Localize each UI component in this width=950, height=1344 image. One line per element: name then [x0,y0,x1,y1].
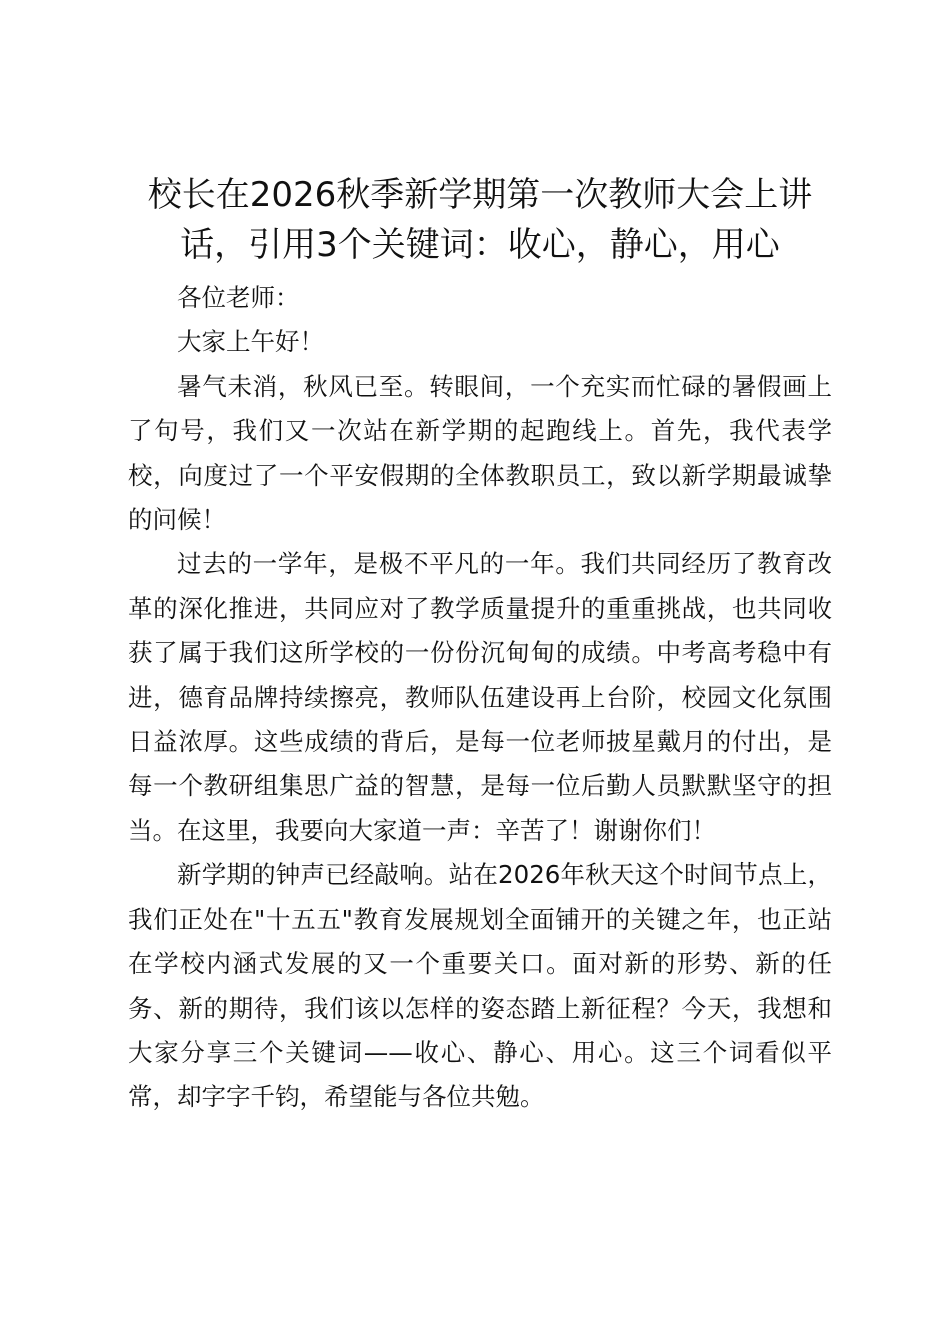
salutation: 各位老师： [177,283,300,312]
greeting: 大家上午好！ [177,327,324,357]
document-body [128,276,832,1120]
paragraph-keywords: 新学期的钟声已经敲响。站在2026年秋天这个时间节点上，我们正处在"十五五"教育发展规划全面铺开的关键之年，也正站在学校内涵式发展的又一个重要关口。面对新的形势、新的任务、新的期待，我们该以怎样的姿态踏上新征程？今天，我想和大家分享三个关键词——收心、静心、用心。这三个词看似平常，却字字千钧，希望能与各位共勉。 [128,860,832,1112]
paragraph-review: 过去的一学年，是极不平凡的一年。我们共同经历了教育改革的深化推进，共同应对了教学质量提升的重重挑战，也共同收获了属于我们这所学校的一份份沉甸甸的成绩。中考高考稳中有进，德育品牌持续擦亮，教师队伍建设再上台阶，校园文化氛围日益浓厚。这些成绩的背后，是每一位老师披星戴月的付出，是每一个教研组集思广益的智慧，是每一位后勤人员默默坚守的担当。在这里，我要向大家道一声：辛苦了！谢谢你们！ [128,549,832,845]
paragraph-opening: 暑气未消，秋风已至。转眼间，一个充实而忙碌的暑假画上了句号，我们又一次站在新学期的起跑线上。首先，我代表学校，向度过了一个平安假期的全体教职员工，致以新学期最诚挚的问候！ [128,371,832,535]
document-page [128,170,832,1120]
document-title: 校长在2026秋季新学期第一次教师大会上讲话，引用3个关键词：收心，静心，用心 [147,175,813,265]
